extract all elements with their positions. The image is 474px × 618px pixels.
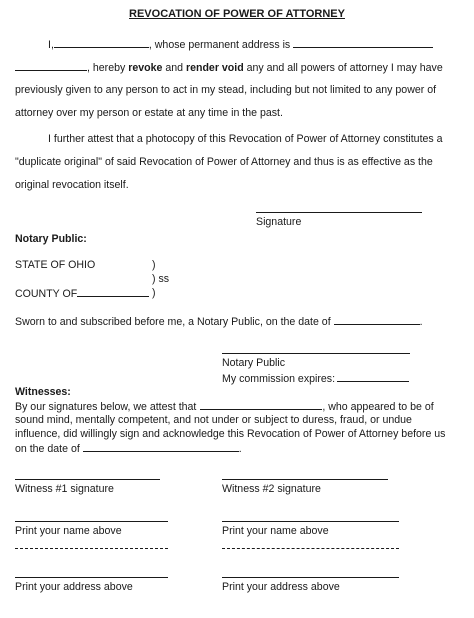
witness-text-3: influence, did willingly sign and acknowledge this Revocation of Power of Attorney before us	[15, 428, 446, 440]
commission-blank[interactable]	[337, 372, 409, 382]
attest-line-1: I further attest that a photocopy of this Revocation of Power of Attorney constitutes a	[48, 133, 443, 145]
witness-2-address-line-2[interactable]	[222, 577, 399, 578]
witness-1-print-address: Print your address above	[15, 581, 133, 593]
state-label: STATE OF OHIO	[15, 259, 96, 271]
witness-2-signature-line[interactable]	[222, 479, 388, 480]
paren-1: )	[152, 259, 156, 271]
signature-label: Signature	[256, 216, 302, 228]
sworn-date-blank[interactable]	[334, 315, 420, 325]
paren-ss: ) ss	[152, 273, 170, 285]
witness-date-blank[interactable]	[83, 442, 239, 452]
witness-2-address-line-1[interactable]	[222, 548, 399, 549]
address-blank[interactable]	[293, 38, 433, 48]
commission-line: My commission expires:	[222, 372, 409, 385]
intro-line-1: I, , whose permanent address is	[48, 38, 433, 51]
county-blank[interactable]	[77, 287, 149, 297]
witness-1-name-line[interactable]	[15, 521, 168, 522]
witness-2-print-address: Print your address above	[222, 581, 340, 593]
witness-2-label: Witness #2 signature	[222, 483, 321, 495]
attest-line-3: original revocation itself.	[15, 179, 129, 191]
signature-line[interactable]	[256, 212, 422, 213]
notary-signature-line[interactable]	[222, 353, 410, 354]
witness-1-address-line-2[interactable]	[15, 577, 168, 578]
witness-1-print-name: Print your name above	[15, 525, 122, 537]
notary-heading: Notary Public:	[15, 233, 87, 245]
witness-text-4: on the date of .	[15, 443, 242, 455]
witness-2-name-line[interactable]	[222, 521, 399, 522]
intro-line-4: attorney over my person or estate at any time in the past.	[15, 107, 283, 119]
intro-line-2: , hereby revoke and render void any and all powers of attorney I may have	[15, 61, 443, 74]
address-blank-cont[interactable]	[15, 61, 87, 71]
witness-text-1: By our signatures below, we attest that , who appeared to be of	[15, 401, 434, 413]
witnesses-heading: Witnesses:	[15, 386, 71, 398]
county-line: COUNTY OF	[15, 287, 149, 300]
name-blank[interactable]	[54, 38, 149, 48]
sworn-line: Sworn to and subscribed before me, a Notary Public, on the date of .	[15, 316, 423, 328]
paren-3: )	[152, 287, 156, 299]
attest-line-2: "duplicate original" of said Revocation of Power of Attorney and thus is as effective as the	[15, 156, 433, 168]
witness-text-2: sound mind, mentally competent, and not under or subject to duress, fraud, or undue	[15, 414, 412, 426]
notary-public-label: Notary Public	[222, 357, 285, 369]
intro-line-3: previously given to any person to act in my stead, including but not limited to any power of	[15, 84, 437, 96]
witness-2-print-name: Print your name above	[222, 525, 329, 537]
document-title: REVOCATION OF POWER OF ATTORNEY	[129, 8, 345, 20]
witness-1-signature-line[interactable]	[15, 479, 160, 480]
witness-1-label: Witness #1 signature	[15, 483, 114, 495]
principal-name-blank[interactable]	[200, 400, 322, 410]
witness-1-address-line-1[interactable]	[15, 548, 168, 549]
